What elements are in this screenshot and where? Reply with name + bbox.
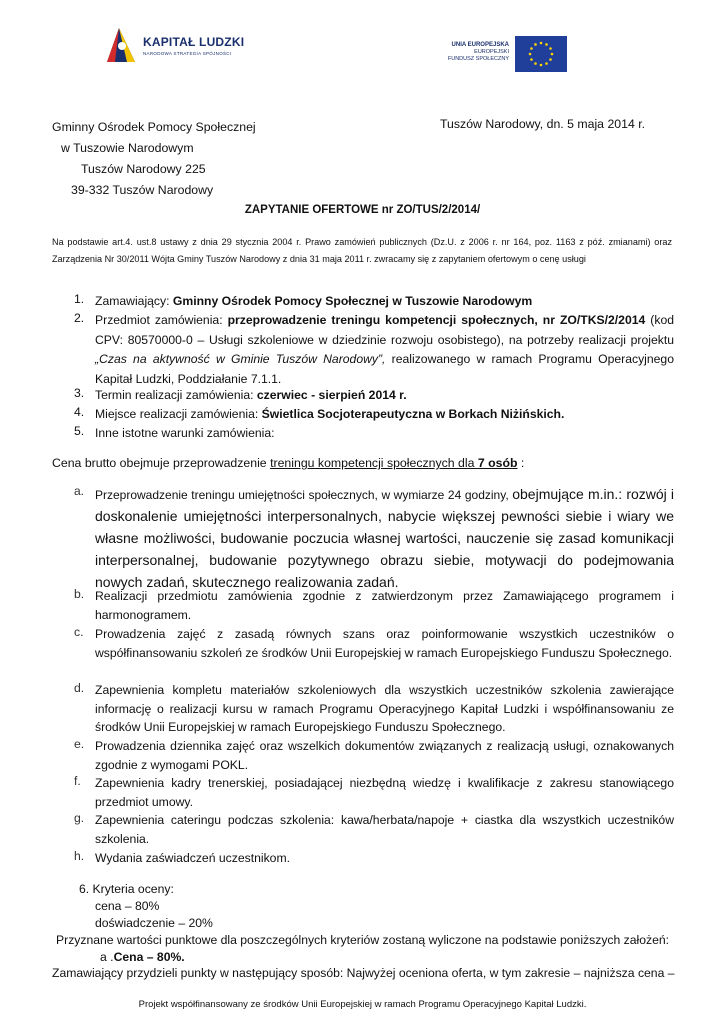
eu-star-icon xyxy=(529,53,532,56)
eu-star-icon xyxy=(545,62,548,65)
eu-flag-icon xyxy=(515,36,567,72)
eu-star-icon xyxy=(530,47,533,50)
kapital-ludzki-title: KAPITAŁ LUDZKI xyxy=(143,35,245,49)
kapital-ludzki-logo xyxy=(105,26,265,70)
price-scope-line: Cena brutto obejmuje przeprowadzenie treningu kompetencji społecznych dla 7 osób : xyxy=(52,456,525,470)
criteria-scoring-line: Zamawiający przydzieli punkty w następujący sposób: Najwyżej oceniona oferta, w tym zakresie – najniższa cena – xyxy=(52,966,675,980)
criteria-note: Przyznane wartości punktowe dla poszczególnych kryteriów zostaną wyliczone na podstawie poniższych założeń: xyxy=(56,933,670,947)
eu-star-icon xyxy=(540,64,543,67)
eu-star-icon xyxy=(534,43,537,46)
sender-line2: w Tuszowie Narodowym xyxy=(61,141,194,155)
criteria-experience: doświadczenie – 20% xyxy=(95,916,213,930)
kapital-ludzki-subtitle: NARODOWA STRATEGIA SPÓJNOŚCI xyxy=(143,51,232,56)
eu-star-icon xyxy=(540,42,543,45)
eu-logo-text xyxy=(448,42,509,63)
document-title: ZAPYTANIE OFERTOWE nr ZO/TUS/2/2014/ xyxy=(244,204,481,216)
sender-line4: 39-332 Tuszów Narodowy xyxy=(71,183,214,197)
eu-logo xyxy=(427,36,567,74)
eu-star-icon xyxy=(551,53,554,56)
eu-logo-line3: FUNDUSZ SPOŁECZNY xyxy=(447,56,509,62)
kapital-ludzki-emblem-icon xyxy=(105,26,137,64)
sender-name: Gminny Ośrodek Pomocy Społecznej xyxy=(52,120,256,134)
criteria-price-weight: a .Cena – 80%. xyxy=(100,950,185,964)
eu-star-icon xyxy=(545,43,548,46)
eu-star-icon xyxy=(534,62,537,65)
eu-logo-line2: EUROPEJSKI xyxy=(474,49,509,55)
eu-logo-line1: UNIA EUROPEJSKA xyxy=(451,42,509,48)
sender-address xyxy=(52,117,256,201)
criteria-heading: 6. Kryteria oceny: xyxy=(79,882,174,896)
document-date: Tuszów Narodowy, dn. 5 maja 2014 r. xyxy=(440,117,646,131)
sender-line3: Tuszów Narodowy 225 xyxy=(81,162,206,176)
intro-paragraph: Na podstawie art.4. ust.8 ustawy z dnia 29 stycznia 2004 r. Prawo zamówień publicznych (Dz.U. z 2006 r. nr 164, poz. 1163 z póź. zmianami) oraz Zarządzenia Nr 30/2011 Wójta Gminy Tuszów Narodowy z dnia 31 maja 2011 r. zwracamy się z zapytaniem ofertowym o cenę usługi xyxy=(52,237,672,264)
eu-star-icon xyxy=(549,47,552,50)
page-footer: Projekt współfinansowany ze środków Unii Europejskiej w ramach Programu Operacyjnego Kapitał Ludzki. xyxy=(138,999,587,1010)
eu-star-icon xyxy=(530,58,533,61)
eu-star-icon xyxy=(549,58,552,61)
criteria-price: cena – 80% xyxy=(95,899,160,913)
